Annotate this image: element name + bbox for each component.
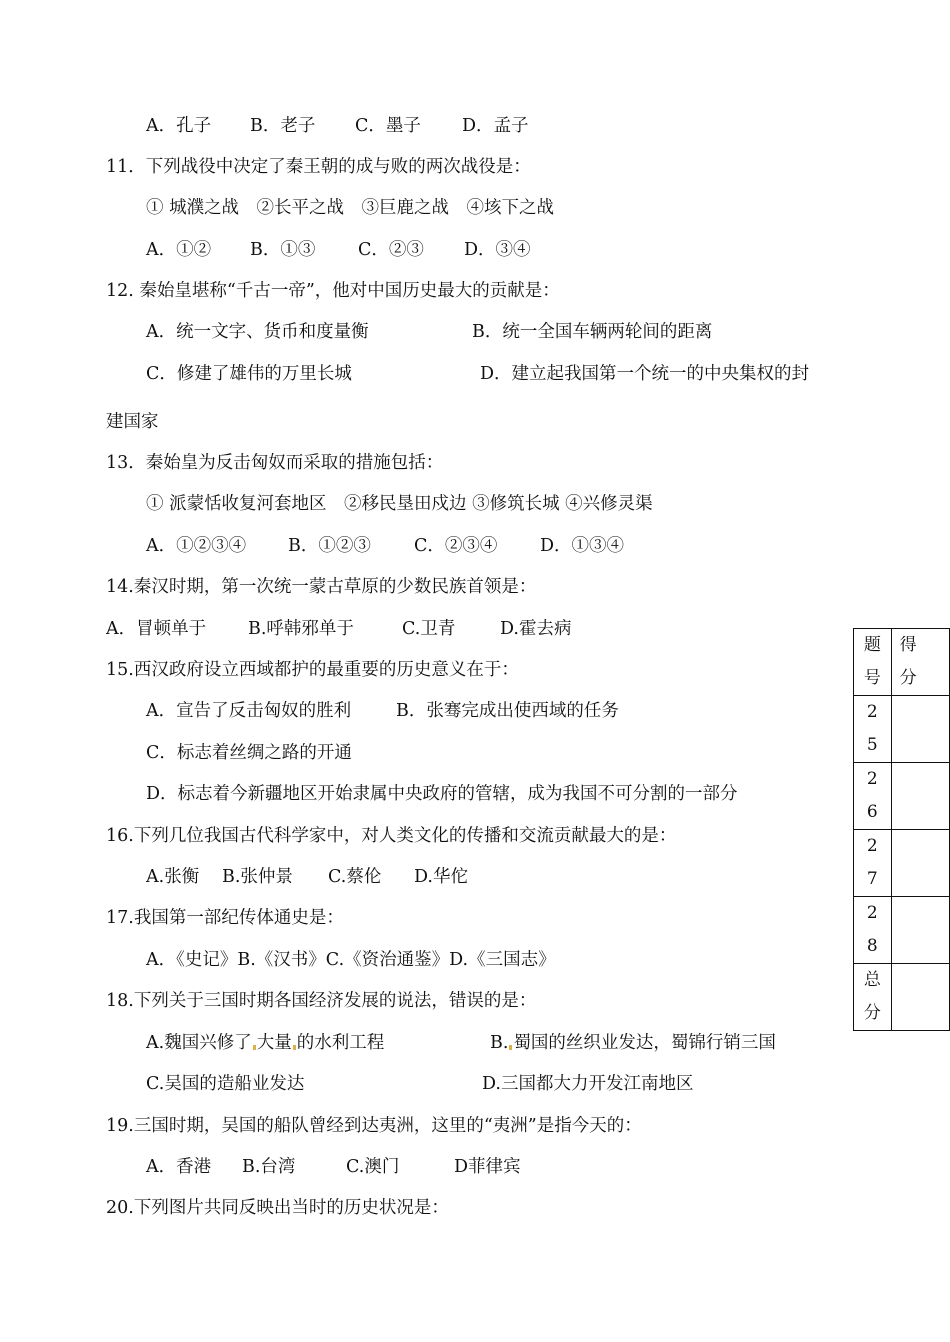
edit-mark-icon xyxy=(253,1045,256,1050)
q16-stem: 16.下列几位我国古代科学家中，对人类文化的传播和交流贡献最大的是： xyxy=(106,826,677,846)
q11-items: ① 城濮之战 ②长平之战 ③巨鹿之战 ④垓下之战 xyxy=(146,198,555,218)
q16-option-b: B.张仲景 xyxy=(222,867,293,887)
q14-option-a: A．冒顿单于 xyxy=(106,619,207,639)
q18-option-b-post: 蜀国的丝织业发达，蜀锦行销三国 xyxy=(513,1033,776,1053)
q13-option-b: B．①②③ xyxy=(288,536,371,556)
q19-option-c: C.澳门 xyxy=(346,1157,400,1177)
q18-option-a-mid: 大量 xyxy=(256,1033,292,1053)
q18-stem: 18.下列关于三国时期各国经济发展的说法，错误的是： xyxy=(106,991,537,1011)
q18-option-a-pre: A.魏国兴修了 xyxy=(146,1033,252,1053)
q12-option-a: A．统一文字、货币和度量衡 xyxy=(146,322,369,342)
q19-option-a: A．香港 xyxy=(146,1157,212,1177)
q12-option-b: B．统一全国车辆两轮间的距离 xyxy=(472,322,713,342)
q13-items: ① 派蒙恬收复河套地区 ②移民垦田戍边 ③修筑长城 ④兴修灵渠 xyxy=(146,494,653,514)
score-table-score-cell[interactable] xyxy=(891,696,949,763)
q15-option-c: C．标志着丝绸之路的开通 xyxy=(146,743,352,763)
score-table-question-number: 25 xyxy=(854,696,892,763)
score-table-question-number: 26 xyxy=(854,763,892,830)
q16-option-a: A.张衡 xyxy=(146,867,200,887)
q15-stem: 15.西汉政府设立西域都护的最重要的历史意义在于： xyxy=(106,660,519,680)
q11-stem: 11．下列战役中决定了秦王朝的成与败的两次战役是： xyxy=(106,157,531,177)
score-table-header-row xyxy=(854,629,950,696)
score-table-row xyxy=(854,830,950,897)
q16-option-d: D.华佗 xyxy=(414,867,468,887)
q17-stem: 17.我国第一部纪传体通史是： xyxy=(106,908,344,928)
q13-option-d: D．①③④ xyxy=(540,536,625,556)
q10-option-b: B．老子 xyxy=(250,116,316,136)
q10-option-a: A．孔子 xyxy=(146,116,212,136)
q18-option-d: D.三国都大力开发江南地区 xyxy=(482,1074,694,1094)
q18-option-c: C.吴国的造船业发达 xyxy=(146,1074,305,1094)
q13-option-a: A．①②③④ xyxy=(146,536,247,556)
q12-option-d-continued: 建国家 xyxy=(106,412,159,432)
edit-mark-icon xyxy=(509,1045,512,1050)
q16-option-c: C.蔡伦 xyxy=(328,867,382,887)
score-table-score-cell[interactable] xyxy=(891,830,949,897)
score-table-score-cell[interactable] xyxy=(891,897,949,964)
q12-option-c: C．修建了雄伟的万里长城 xyxy=(146,364,352,384)
score-table-total-label: 总分 xyxy=(854,964,892,1031)
score-table-score-cell[interactable] xyxy=(891,763,949,830)
q12-stem: 12. 秦始皇堪称“千古一帝”，他对中国历史最大的贡献是： xyxy=(106,281,560,301)
q11-option-c: C．②③ xyxy=(358,240,424,260)
q11-option-b: B．①③ xyxy=(250,240,316,260)
q19-option-d: D菲律宾 xyxy=(454,1157,521,1177)
score-table-question-number: 27 xyxy=(854,830,892,897)
q15-option-a: A．宣告了反击匈奴的胜利 xyxy=(146,701,352,721)
score-table-header-score: 得分 xyxy=(891,629,949,696)
q15-option-d: D．标志着今新疆地区开始隶属中央政府的管辖，成为我国不可分割的一部分 xyxy=(146,784,738,804)
q18-option-b-pre: B. xyxy=(490,1033,509,1053)
score-table-total-row xyxy=(854,964,950,1031)
q13-option-c: C．②③④ xyxy=(414,536,498,556)
q14-option-c: C.卫青 xyxy=(402,619,456,639)
q14-option-d: D.霍去病 xyxy=(500,619,572,639)
q11-option-d: D．③④ xyxy=(464,240,531,260)
q10-option-d: D．孟子 xyxy=(462,116,529,136)
q17-options: A．《史记》B.《汉书》C.《资治通鉴》D.《三国志》 xyxy=(146,950,556,970)
score-table-row xyxy=(854,897,950,964)
score-table-row xyxy=(854,696,950,763)
q18-option-a-post: 的水利工程 xyxy=(296,1033,385,1053)
score-table xyxy=(853,628,950,1031)
q10-option-c: C．墨子 xyxy=(355,116,421,136)
q19-stem: 19.三国时期，吴国的船队曾经到达夷洲，这里的“夷洲”是指今天的： xyxy=(106,1116,642,1136)
q13-stem: 13．秦始皇为反击匈奴而采取的措施包括： xyxy=(106,453,444,473)
q18-option-a xyxy=(146,1031,384,1055)
q18-option-b xyxy=(490,1031,776,1055)
score-table-question-number: 28 xyxy=(854,897,892,964)
q14-stem: 14.秦汉时期，第一次统一蒙古草原的少数民族首领是： xyxy=(106,577,537,597)
q19-option-b: B.台湾 xyxy=(242,1157,296,1177)
q20-stem: 20.下列图片共同反映出当时的历史状况是： xyxy=(106,1198,449,1218)
q12-option-d: D．建立起我国第一个统一的中央集权的封 xyxy=(480,364,810,384)
q15-option-b: B．张骞完成出使西域的任务 xyxy=(396,701,619,721)
score-table-row xyxy=(854,763,950,830)
edit-mark-icon xyxy=(293,1045,296,1050)
q14-option-b: B.呼韩邪单于 xyxy=(248,619,354,639)
score-table-total-cell[interactable] xyxy=(891,964,949,1031)
score-table-header-question: 题号 xyxy=(854,629,892,696)
q11-option-a: A．①② xyxy=(146,240,212,260)
